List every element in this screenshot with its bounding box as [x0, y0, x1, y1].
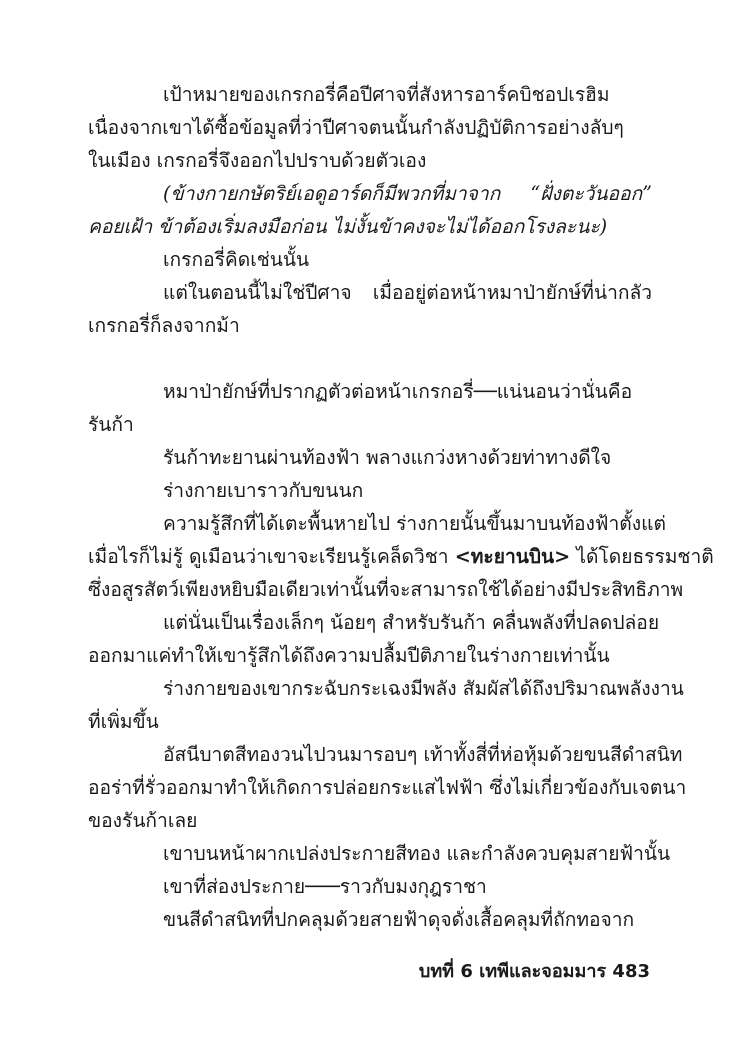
- skill-name: <ทะยานบิน>: [454, 545, 571, 568]
- page-footer: บทที่ 6 เทพีและจอมมาร 483: [418, 961, 650, 982]
- text-line: หมาป่ายักษ์ที่ปรากฏตัวต่อหน้าเกรกอรี่──แน่นอนว่านั่นคือ: [163, 380, 633, 403]
- text-line: แต่ในตอนนี้ไม่ใช่ปีศาจ เมื่ออยู่ต่อหน้าหมาป่ายักษ์ที่น่ากลัว: [163, 281, 652, 304]
- text-line: ของรันก้าเลย: [88, 809, 198, 832]
- text-segment: ได้โดยธรรมชาติ: [576, 545, 714, 568]
- text-line: เขาบนหน้าผากเปล่งประกายสีทอง และกำลังควบคุมสายฟ้านั้น: [163, 842, 671, 865]
- text-line: ขนสีดำสนิทที่ปกคลุมด้วยสายฟ้าดุจดั่งเสื้อคลุมที่ถักทอจาก: [163, 908, 635, 931]
- text-line: เป้าหมายของเกรกอรี่คือปีศาจที่สังหารอาร์คบิชอปเรฮิม: [163, 83, 610, 106]
- page-body: [88, 78, 714, 936]
- text-line: ความรู้สึกที่ได้เตะพื้นหายไป ร่างกายนั้นขึ้นมาบนท้องฟ้าตั้งแต่: [163, 512, 666, 535]
- text-line: ร่างกายของเขากระฉับกระเฉงมีพลัง สัมผัสได้ถึงปริมาณพลังงาน: [163, 677, 684, 700]
- text-line: ร่างกายเบาราวกับขนนก: [163, 479, 364, 502]
- text-line: ซึ่งอสูรสัตว์เพียงหยิบมือเดียวเท่านั้นที่จะสามารถใช้ได้อย่างมีประสิทธิภาพ: [88, 578, 684, 601]
- text-line: รันก้าทะยานผ่านท้องฟ้า พลางแกว่งหางด้วยท่าทางดีใจ: [163, 446, 612, 469]
- text-line: ที่เพิ่มขึ้น: [88, 710, 159, 733]
- section-break: [88, 342, 652, 375]
- text-line-thought: คอยเฝ้า ข้าต้องเริ่มลงมือก่อน ไม่งั้นข้าคงจะไม่ได้ออกโรงละนะ): [88, 215, 608, 238]
- text-line-thought: (ข้างกายกษัตริย์เอดูอาร์ดก็มีพวกที่มาจาก “ฝั่งตะวันออก”: [163, 182, 652, 205]
- text-line: ออกมาแค่ทำให้เขารู้สึกได้ถึงความปลื้มปีติภายในร่างกายเท่านั้น: [88, 644, 610, 667]
- text-line: เขาที่ส่องประกาย───ราวกับมงกุฎราชา: [163, 875, 487, 898]
- text-line: เกรกอรี่ก็ลงจากม้า: [88, 314, 240, 337]
- text-line: ในเมือง เกรกอรี่จึงออกไปปราบด้วยตัวเอง: [88, 149, 427, 172]
- text-line: เกรกอรี่คิดเช่นนั้น: [163, 248, 310, 271]
- text-segment: เมื่อไรก็ไม่รู้ ดูเมือนว่าเขาจะเรียนรู้เคล็ดวิชา: [88, 545, 449, 568]
- text-line: รันก้า: [88, 413, 134, 436]
- text-line: อัสนีบาตสีทองวนไปวนมารอบๆ เท้าทั้งสี่ที่ห่อหุ้มด้วยขนสีดำสนิท: [163, 743, 683, 766]
- text-line: [88, 540, 714, 573]
- text-line: แต่นั่นเป็นเรื่องเล็กๆ น้อยๆ สำหรับรันก้า คลื่นพลังที่ปลดปล่อย: [163, 611, 660, 634]
- text-line: ออร่าที่รั่วออกมาทำให้เกิดการปล่อยกระแสไฟฟ้า ซึ่งไม่เกี่ยวข้องกับเจตนา: [88, 776, 687, 799]
- text-line: เนื่องจากเขาได้ซื้อข้อมูลที่ว่าปีศาจตนนั้นกำลังปฏิบัติการอย่างลับๆ: [88, 116, 624, 139]
